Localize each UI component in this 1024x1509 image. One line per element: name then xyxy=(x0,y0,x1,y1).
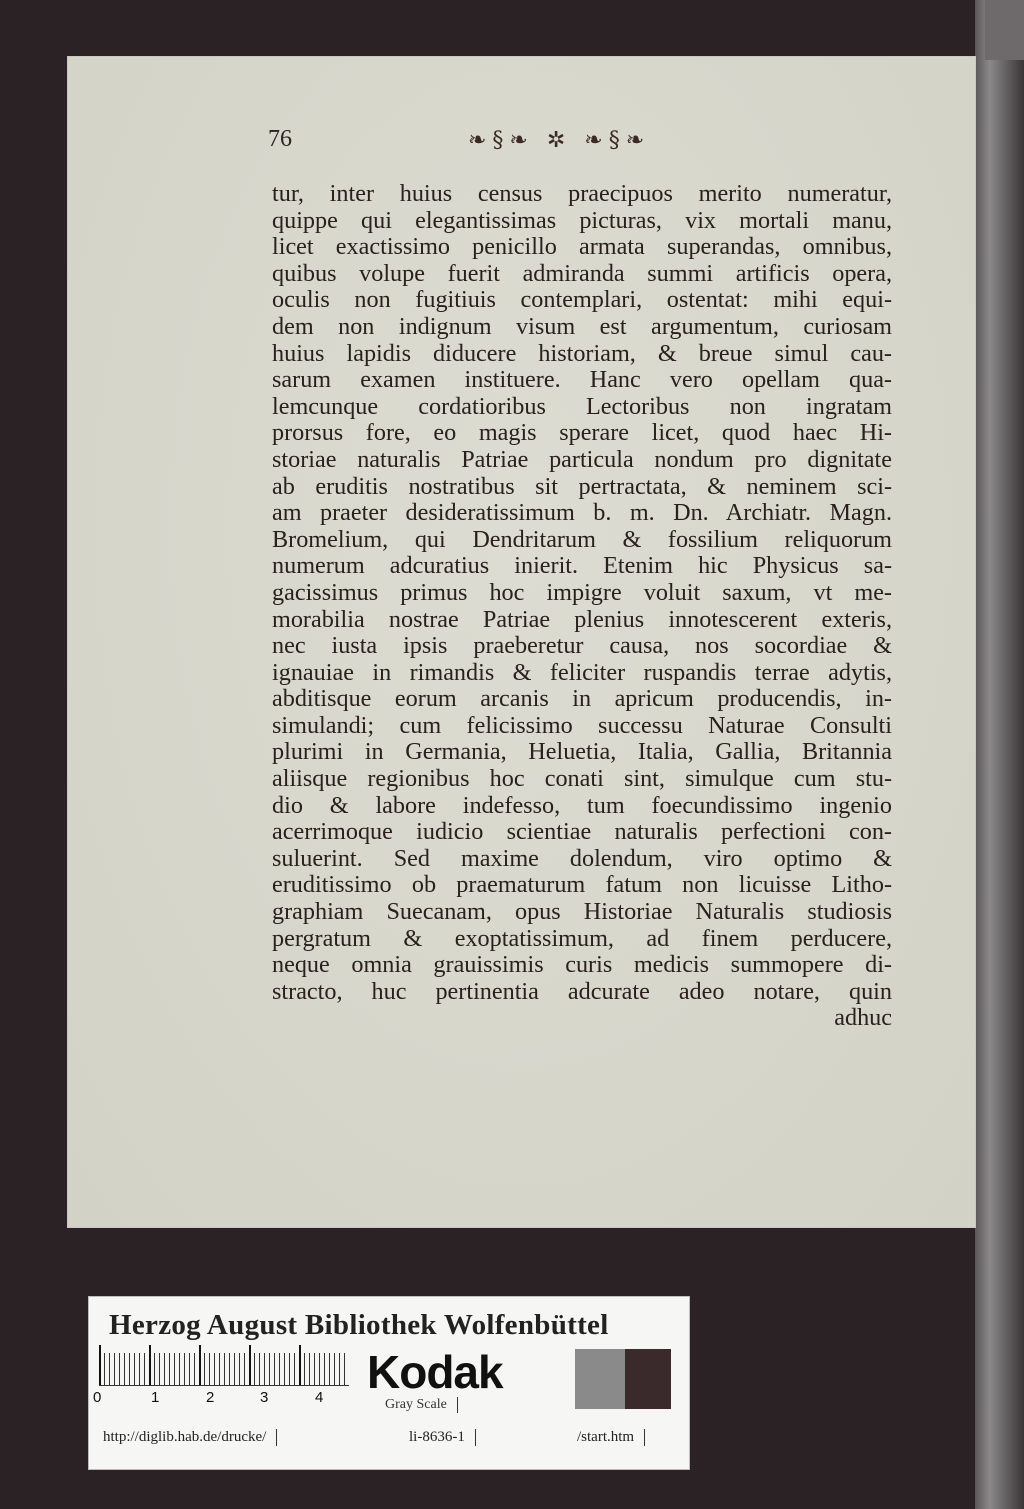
ruler-number: 2 xyxy=(206,1389,215,1406)
ruler-numbers xyxy=(93,1389,393,1411)
text-line: huius lapidis diducere historiam, & breue simul cau- xyxy=(272,339,892,367)
shelfmark-id: li-8636-1 xyxy=(409,1429,476,1446)
text-line: dio & labore indefesso, tum foecundissimo ingenio xyxy=(272,791,892,819)
text-line: Bromelium, qui Dendritarum & fossilium reliquorum xyxy=(272,525,892,553)
text-line: dem non indignum visum est argumentum, curiosam xyxy=(272,312,892,340)
text-line: oculis non fugitiuis contemplari, ostentat: mihi equi- xyxy=(272,286,892,314)
text-line: abditisque eorum arcanis in apricum producendis, in- xyxy=(272,685,892,713)
text-line: storiae naturalis Patriae particula nondum pro dignitate xyxy=(272,445,892,473)
start-link: /start.htm xyxy=(577,1429,645,1446)
text-line: simulandi; cum felicissimo successu Naturae Consulti xyxy=(272,711,892,739)
text-line: ab eruditis nostratibus sit pertractata, & neminem sci- xyxy=(272,472,892,500)
text-line: plurimi in Germania, Heluetia, Italia, Gallia, Britannia xyxy=(272,738,892,766)
text-line: quippe qui elegantissimas picturas, vix mortali manu, xyxy=(272,206,892,234)
text-line: acerrimoque iudicio scientiae naturalis perfectioni con- xyxy=(272,818,892,846)
library-name: Herzog August Bibliothek Wolfenbüttel xyxy=(109,1309,609,1341)
text-line: stracto, huc pertinentia adcurate adeo notare, quin xyxy=(272,977,892,1005)
body-text xyxy=(272,181,892,1032)
text-line: prorsus fore, eo magis sperare licet, quod haec Hi- xyxy=(272,419,892,447)
text-line: am praeter desideratissimum b. m. Dn. Archiatr. Magn. xyxy=(272,499,892,527)
catchword: adhuc xyxy=(834,1004,892,1032)
text-line: eruditissimo ob praematurum fatum non licuisse Litho- xyxy=(272,871,892,899)
text-line: gacissimus primus hoc impigre voluit saxum, vt me- xyxy=(272,578,892,606)
ruler-number: 1 xyxy=(151,1389,160,1406)
ruler-major-ticks xyxy=(99,1345,349,1385)
header-ornament: ❧§❧ ✲ ❧§❧ xyxy=(468,128,651,153)
text-line: neque omnia grauissimis curis medicis summopere di- xyxy=(272,951,892,979)
text-line: aliisque regionibus hoc conati sint, simulque cum stu- xyxy=(272,765,892,793)
dark-swatch xyxy=(625,1349,671,1409)
text-line: ignauiae in rimandis & feliciter ruspandis terrae adytis, xyxy=(272,658,892,686)
text-line: lemcunque cordatioribus Lectoribus non ingratam xyxy=(272,392,892,420)
text-line: morabilia nostrae Patriae plenius innotescerent exteris, xyxy=(272,605,892,633)
text-line: numerum adcuratius inierit. Etenim hic Physicus sa- xyxy=(272,552,892,580)
gray-scale-label: Gray Scale xyxy=(385,1397,458,1413)
ruler-number: 3 xyxy=(260,1389,269,1406)
text-line: nec iusta ipsis praeberetur causa, nos socordiae & xyxy=(272,632,892,660)
text-line: graphiam Suecanam, opus Historiae Naturalis studiosis xyxy=(272,898,892,926)
scanner-background-top xyxy=(985,0,1024,60)
gray-swatch xyxy=(575,1349,625,1409)
ruler-number: 4 xyxy=(315,1389,324,1406)
text-line: tur, inter huius census praecipuos merito numeratur, xyxy=(272,180,892,207)
source-url: http://diglib.hab.de/drucke/ xyxy=(103,1429,277,1446)
ruler-number: 0 xyxy=(93,1389,102,1406)
page-number: 76 xyxy=(268,126,292,152)
text-line: suluerint. Sed maxime dolendum, viro optimo & xyxy=(272,844,892,872)
text-line: licet exactissimo penicillo armata superandas, omnibus, xyxy=(272,233,892,261)
scanner-background-right xyxy=(975,0,1024,1509)
kodak-logo: Kodak xyxy=(367,1346,503,1398)
calibration-strip xyxy=(88,1296,690,1470)
text-line: pergratum & exoptatissimum, ad finem perducere, xyxy=(272,924,892,952)
text-line: quibus volupe fuerit admiranda summi artificis opera, xyxy=(272,259,892,287)
page-header xyxy=(268,126,888,166)
text-line: sarum examen instituere. Hanc vero opellam qua- xyxy=(272,366,892,394)
